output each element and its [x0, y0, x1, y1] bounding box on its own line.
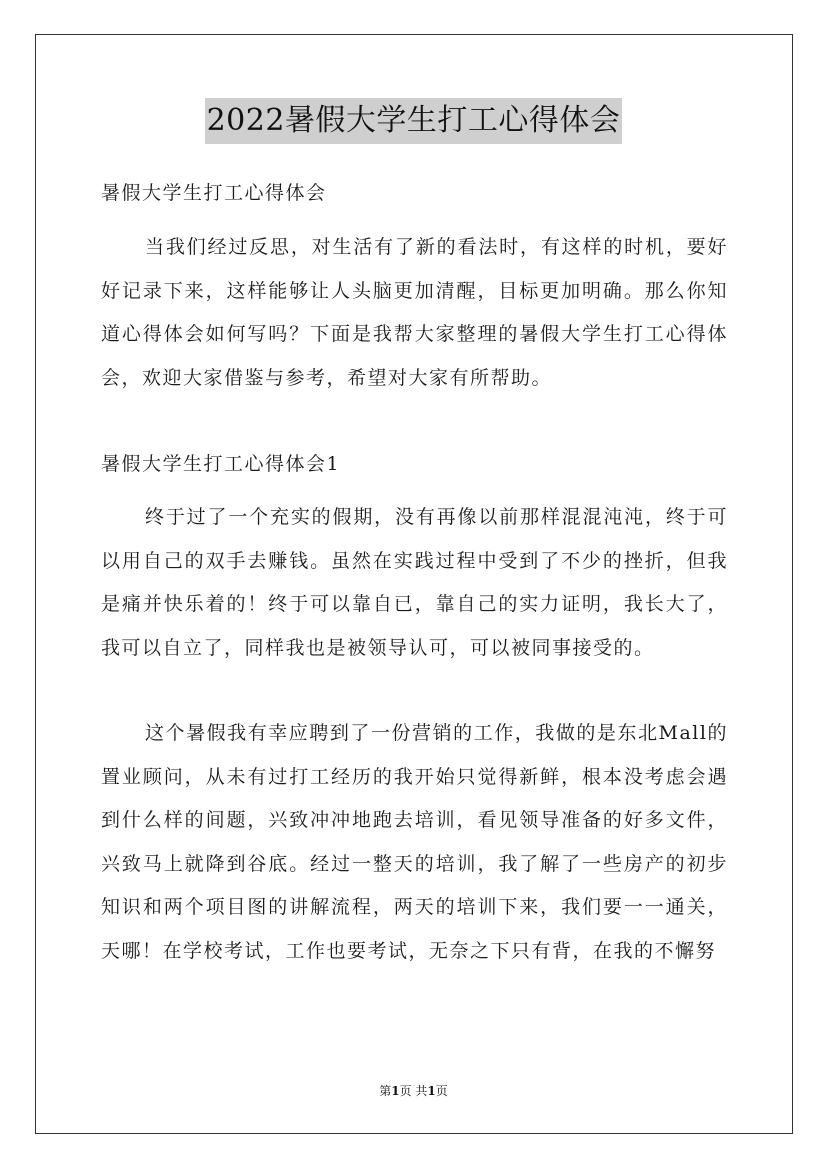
document-title: 2022暑假大学生打工心得体会: [205, 98, 623, 144]
page-footer: [0, 1083, 827, 1099]
title-container: [0, 98, 827, 144]
body-paragraph: 终于过了一个充实的假期，没有再像以前那样混混沌沌，终于可以用自己的双手去赚钱。虽然在实践过程中受到了不少的挫折，但我是痛并快乐着的！终于可以靠自已，靠自己的实力证明，我长大了，我可以自立了，同样我也是被领导认可，可以被同事接受的。: [101, 506, 728, 659]
body-paragraph: 这个暑假我有幸应聘到了一份营销的工作，我做的是东北Mall的置业顾问，从未有过打工经历的我开始只觉得新鲜，根本没考虑会遇到什么样的间题，兴致冲冲地跑去培训，看见领导准备的好多文件，兴致马上就降到谷底。经过一整天的培训，我了解了一些房产的初步知识和两个项目图的讲解流程，两天的培训下来，我们要一一通关，天哪！在学校考试，工作也要考试，无奈之下只有背，在我的不懈努: [101, 722, 728, 962]
footer-page-suffix: 页: [435, 1084, 448, 1098]
section-heading: 暑假大学生打工心得体会: [101, 182, 327, 204]
footer-page-mid: 页 共: [399, 1084, 428, 1098]
intro-paragraph: 当我们经过反思，对生活有了新的看法时，有这样的时机，要好好记录下来，这样能够让人头脑更加清醒，目标更加明确。那么你知道心得体会如何写吗？下面是我帮大家整理的暑假大学生打工心得体会，欢迎大家借鉴与参考，希望对大家有所帮助。: [101, 236, 728, 389]
footer-total-pages: 1: [427, 1084, 436, 1098]
subsection-heading: 暑假大学生打工心得体会1: [101, 453, 341, 475]
footer-page-number: 1: [391, 1084, 400, 1098]
footer-page-prefix: 第: [379, 1084, 392, 1098]
